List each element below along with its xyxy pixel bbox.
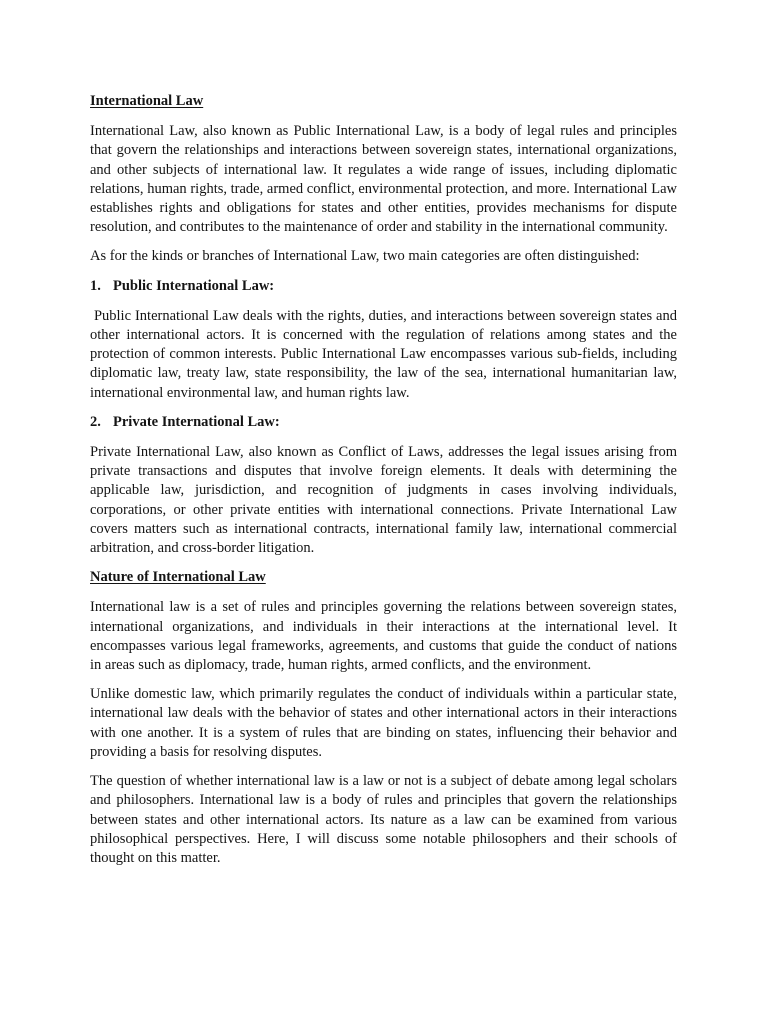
paragraph-branches: As for the kinds or branches of International Law, two main categories are often distinguished: <box>90 248 640 265</box>
list-number: 1. <box>90 277 101 294</box>
paragraph-nature-3: The question of whether international law is a law or not is a subject of debate among legal scholars and philosophers. International law is a body of rules and principles that govern the relationships between states and other international actors. Its nature as a law can be examined from various philosophical perspectives. Here, I will discuss some notable philosophers and their schools of thought on this matter. <box>90 773 677 866</box>
list-number: 2. <box>90 413 101 430</box>
heading-private-international-law <box>90 413 677 432</box>
paragraph-private-international-law: Private International Law, also known as Conflict of Laws, addresses the legal issues arising from private transactions and disputes that involve foreign elements. It deals with determining the applicable law, jurisdiction, and recognition of judgments in cases involving individuals, corporations, or other private entities with international connections. Private International Law covers matters such as international contracts, international family law, international commercial arbitration, and cross-border litigation. <box>90 444 677 557</box>
paragraph-nature-1: International law is a set of rules and principles governing the relations between sovereign states, international organizations, and individuals in their interactions at the international level. It encompasses various legal frameworks, agreements, and customs that guide the conduct of nations in areas such as diplomacy, trade, human rights, armed conflicts, and the environment. <box>90 599 677 674</box>
paragraph-nature-2: Unlike domestic law, which primarily regulates the conduct of individuals within a particular state, international law deals with the behavior of states and other international actors in their interactions with one another. It is a system of rules that are binding on states, influencing their behavior and providing a basis for resolving disputes. <box>90 686 677 760</box>
list-heading: Public International Law: <box>113 277 275 294</box>
list-heading: Private International Law: <box>113 413 280 430</box>
section-title-nature: Nature of International Law <box>90 569 266 586</box>
section-title-international-law: International Law <box>90 93 204 109</box>
document-page <box>90 92 677 868</box>
paragraph-intro: International Law, also known as Public International Law, is a body of legal rules and principles that govern the relationships and interactions between sovereign states, international organizations, and other subjects of international law. It regulates a wide range of issues, including diplomatic relations, human rights, trade, armed conflict, environmental protection, and more. International Law establishes rights and obligations for states and other entities, provides mechanisms for dispute resolution, and contributes to the maintenance of order and stability in the international community. <box>90 123 677 236</box>
heading-public-international-law <box>90 277 677 296</box>
paragraph-public-international-law: Public International Law deals with the rights, duties, and interactions between sovereign states and other international actors. It is concerned with the regulation of relations among states and the protection of common interests. Public International Law encompasses various sub-fields, including diplomatic law, treaty law, state responsibility, the law of the sea, international humanitarian law, international environmental law, and human rights law. <box>90 307 677 401</box>
